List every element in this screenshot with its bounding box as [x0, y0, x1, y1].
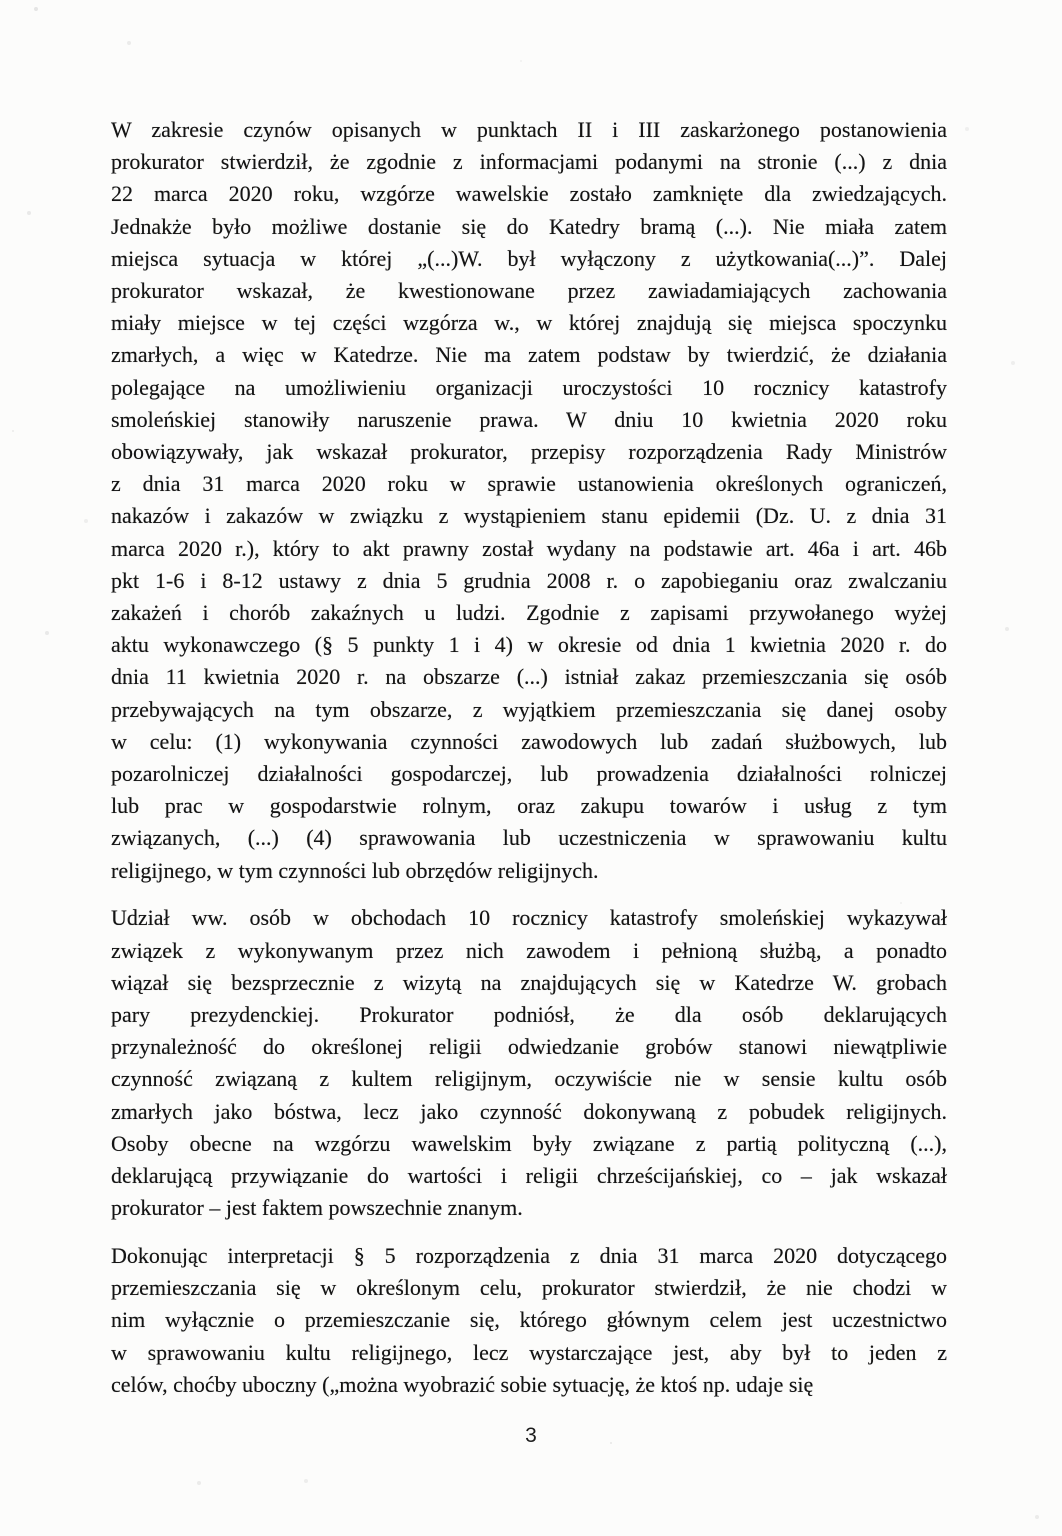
- text-line: pozarolniczej działalności gospodarczej, lub prowadzenia działalności rolniczej: [111, 761, 947, 787]
- page-number: 3: [525, 1424, 537, 1447]
- text-line: przemieszczania się w określonym celu, prokurator stwierdził, że nie chodzi w: [111, 1275, 947, 1301]
- text-line: prokurator wskazał, że kwestionowane przez zawiadamiających zachowania: [111, 278, 947, 304]
- paragraph-3: [111, 1240, 947, 1401]
- text-line: Dokonując interpretacji § 5 rozporządzenia z dnia 31 marca 2020 dotyczącego: [111, 1242, 947, 1268]
- scan-noise: [0, 0, 2, 2]
- text-line: Udział ww. osób w obchodach 10 rocznicy katastrofy smoleńskiej wykazywał: [111, 905, 947, 931]
- document-body: [111, 114, 947, 1401]
- text-line: w sprawowaniu kultu religijnego, lecz wystarczające jest, aby był to jeden z: [111, 1339, 947, 1365]
- text-line: lub prac w gospodarstwie rolnym, oraz zakupu towarów i usług z tym: [111, 793, 947, 819]
- text-line: nakazów i zakazów w związku z wystąpieniem stanu epidemii (Dz. U. z dnia 31: [111, 503, 947, 529]
- text-line: związanych, (...) (4) sprawowania lub uczestniczenia w sprawowaniu kultu: [111, 825, 947, 851]
- paragraph-1: [111, 114, 947, 887]
- text-line: zakażeń i chorób zakaźnych u ludzi. Zgodnie z zapisami przywołanego wyżej: [111, 600, 947, 626]
- text-line: dnia 11 kwietnia 2020 r. na obszarze (...) istniał zakaz przemieszczania się osób: [111, 664, 947, 690]
- text-line: wiązał się bezsprzecznie z wizytą na znajdujących się w Katedrze W. grobach: [111, 969, 947, 995]
- text-line: aktu wykonawczego (§ 5 punkty 1 i 4) w okresie od dnia 1 kwietnia 2020 r. do: [111, 632, 947, 658]
- text-line: obowiązywały, jak wskazał prokurator, przepisy rozporządzenia Rady Ministrów: [111, 439, 947, 465]
- text-line: Jednakże było możliwe dostanie się do Katedry bramą (...). Nie miała zatem: [111, 213, 947, 239]
- text-line: związek z wykonywanym przez nich zawodem i pełnioną służbą, a ponadto: [111, 937, 947, 963]
- text-line: zmarłych jako bóstwa, lecz jako czynność dokonywaną z pobudek religijnych.: [111, 1098, 947, 1124]
- text-line: 22 marca 2020 roku, wzgórze wawelskie zostało zamknięte dla zwiedzających.: [111, 181, 947, 207]
- text-line: w celu: (1) wykonywania czynności zawodowych lub zadań służbowych, lub: [111, 728, 947, 754]
- text-line: miały miejsce w tej części wzgórza w., w której znajdują się miejsca spoczynku: [111, 310, 947, 336]
- text-line: miejsca sytuacja w której „(...)W. był wyłączony z użytkowania(...)”. Dalej: [111, 245, 947, 271]
- text-line: z dnia 31 marca 2020 roku w sprawie ustanowienia określonych ograniczeń,: [111, 471, 947, 497]
- text-line: przebywających na tym obszarze, z wyjątkiem przemieszczania się danej osoby: [111, 696, 947, 722]
- paragraph-2: [111, 902, 947, 1224]
- text-line: deklarującą przywiązanie do wartości i religii chrześcijańskiej, co – jak wskazał: [111, 1163, 947, 1188]
- text-line: czynność związaną z kultem religijnym, oczywiście nie w sensie kultu osób: [111, 1066, 947, 1092]
- text-line: nim wyłącznie o przemieszczanie się, którego głównym celem jest uczestnictwo: [111, 1307, 947, 1333]
- text-line: Osoby obecne na wzgórzu wawelskim były związane z partią polityczną (...),: [111, 1130, 947, 1156]
- text-line: przynależność do określonej religii odwiedzanie grobów stanowi niewątpliwie: [111, 1034, 947, 1060]
- text-line: marca 2020 r.), który to akt prawny został wydany na podstawie art. 46a i art. 46b: [111, 535, 947, 561]
- text-line: prokurator – jest faktem powszechnie znanym.: [111, 1195, 523, 1221]
- text-line: smoleńskiej stanowiły naruszenie prawa. W dniu 10 kwietnia 2020 roku: [111, 406, 947, 432]
- text-line: zmarłych, a więc w Katedrze. Nie ma zatem podstaw by twierdzić, że działania: [111, 342, 947, 368]
- text-line: polegające na umożliwieniu organizacji uroczystości 10 rocznicy katastrofy: [111, 374, 947, 400]
- text-line: prokurator stwierdził, że zgodnie z informacjami podanymi na stronie (...) z dnia: [111, 149, 947, 175]
- text-line: religijnego, w tym czynności lub obrzędów religijnych.: [111, 857, 599, 883]
- text-line: pkt 1-6 i 8-12 ustawy z dnia 5 grudnia 2008 r. o zapobieganiu oraz zwalczaniu: [111, 567, 947, 593]
- text-line: W zakresie czynów opisanych w punktach II i III zaskarżonego postanowienia: [111, 117, 947, 142]
- text-line: celów, choćby uboczny („można wyobrazić sobie sytuację, że ktoś np. udaje się: [111, 1371, 814, 1397]
- text-line: pary prezydenckiej. Prokurator podniósł, że dla osób deklarujących: [111, 1001, 947, 1027]
